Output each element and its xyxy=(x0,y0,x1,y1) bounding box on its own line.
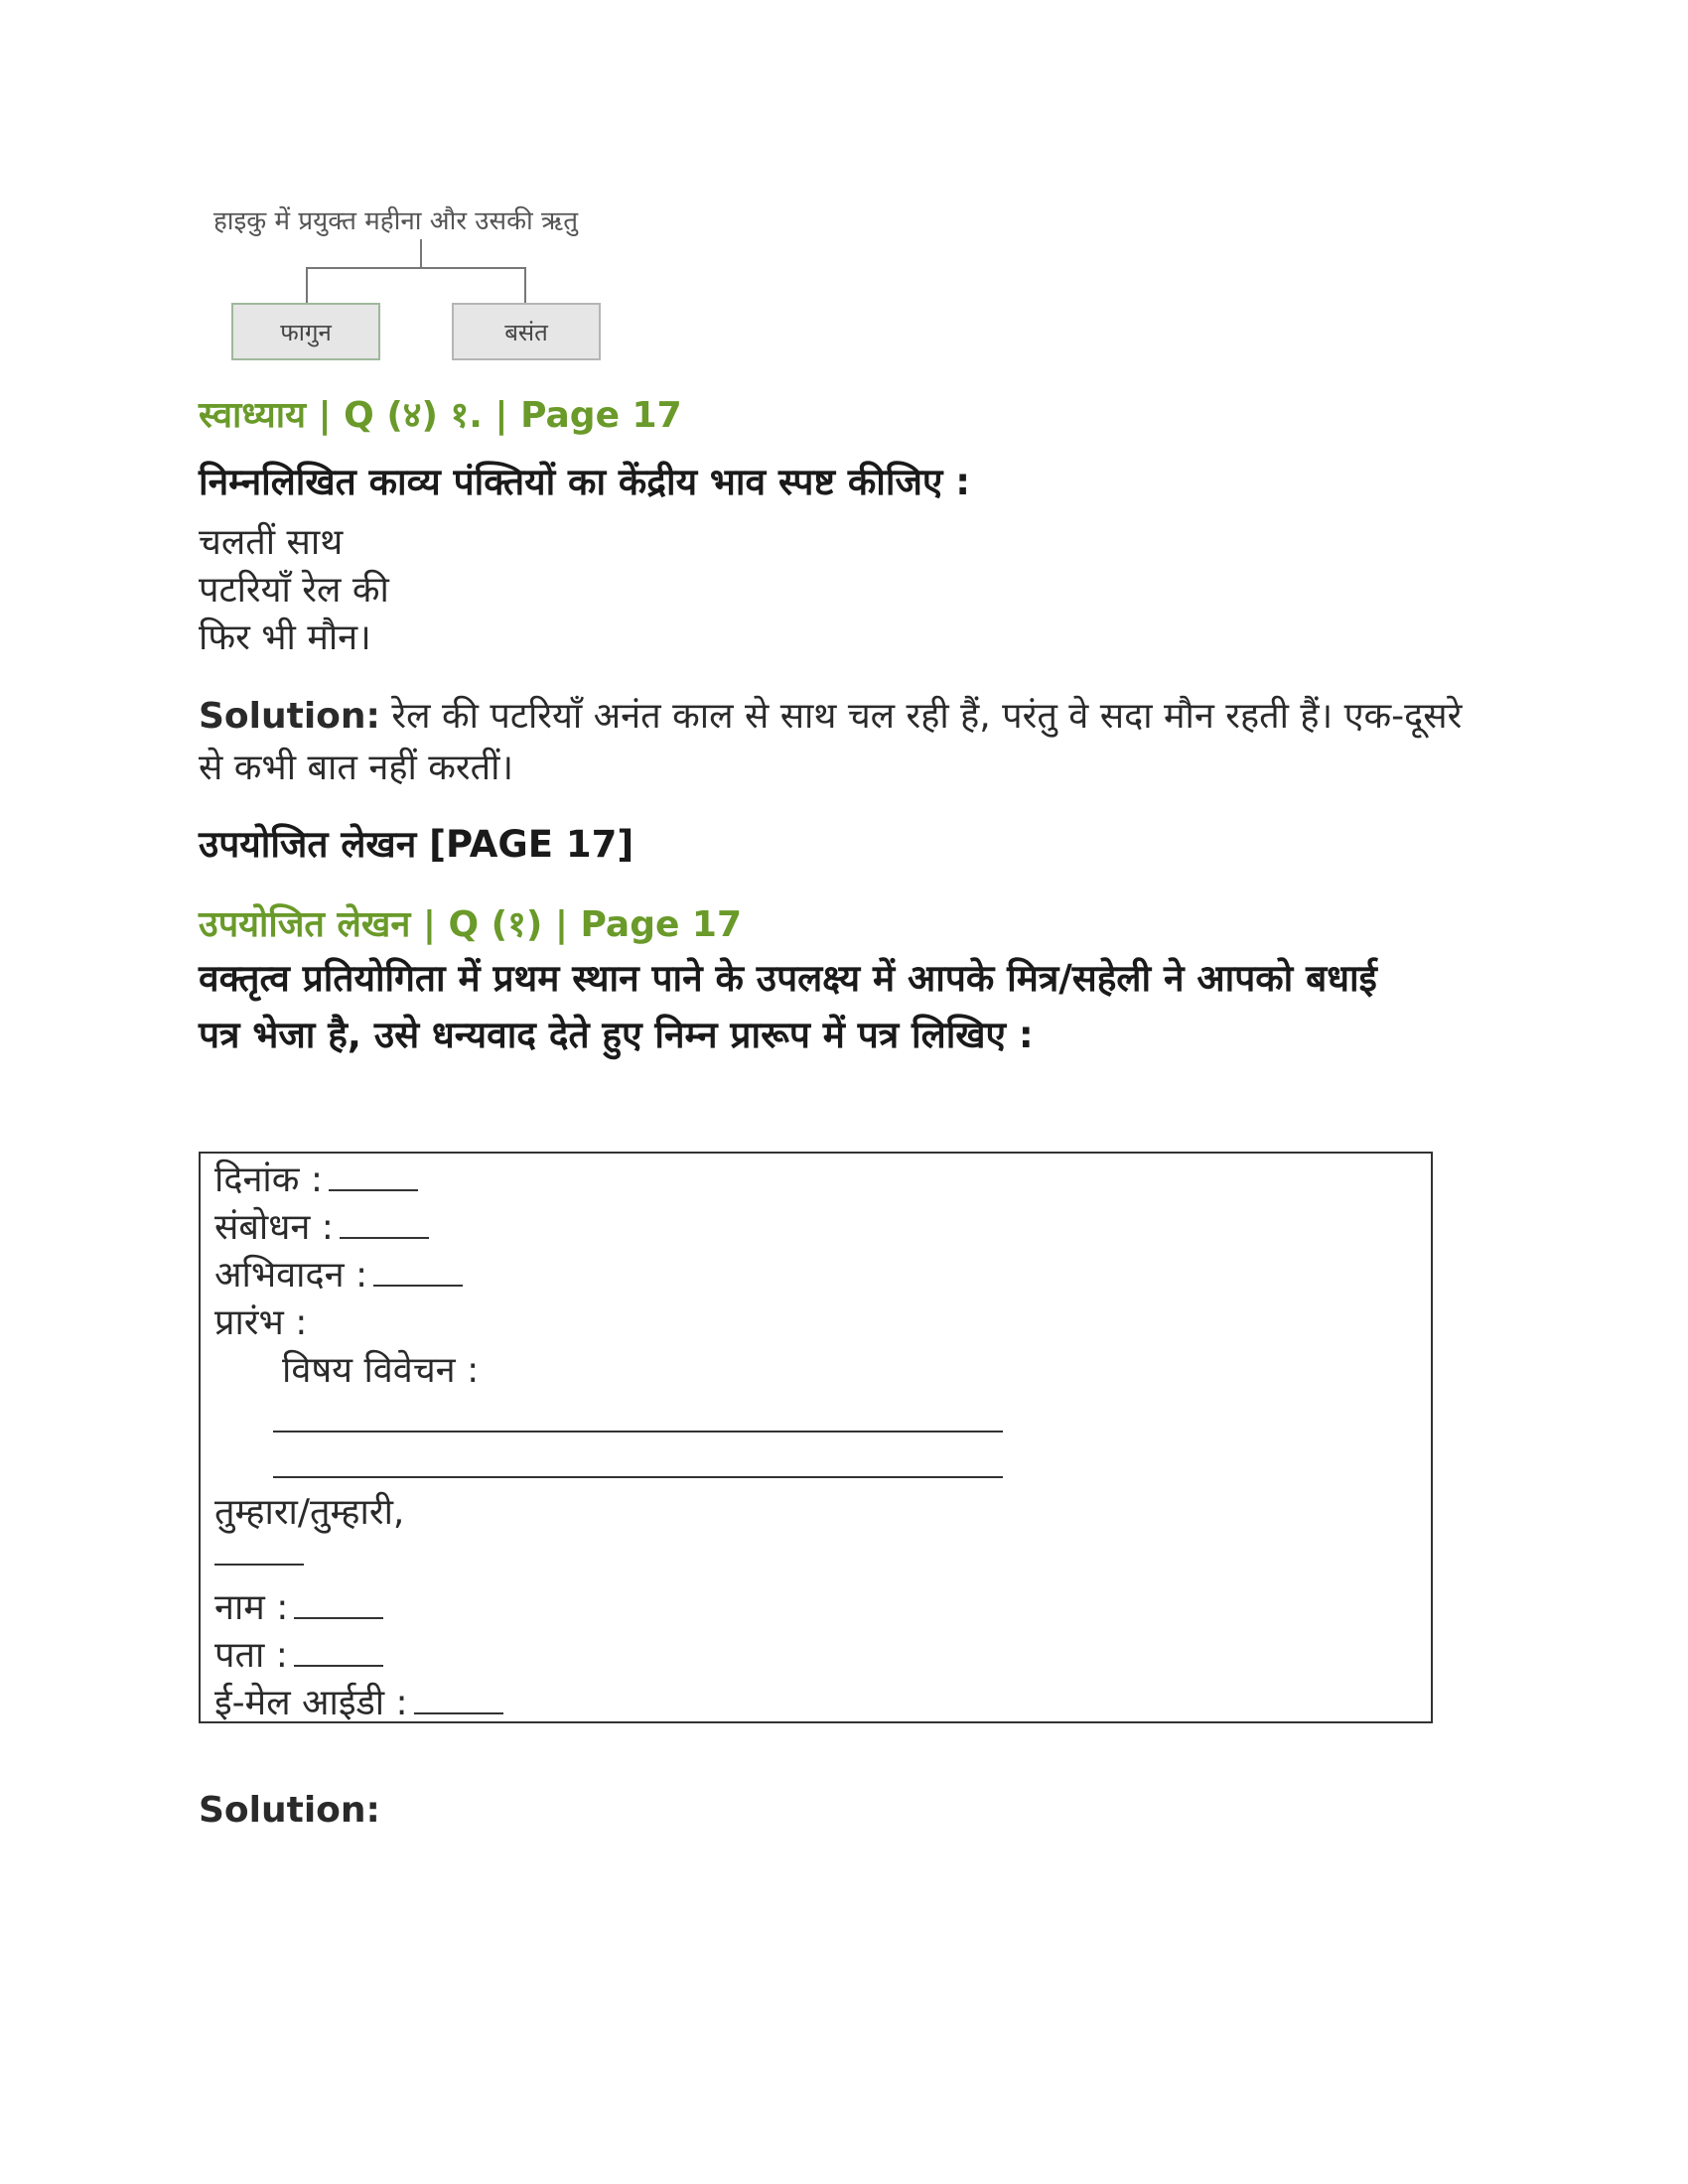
month-season-diagram xyxy=(204,194,631,367)
blank-line xyxy=(294,1587,383,1619)
letter-addr-label: पता : xyxy=(214,1635,288,1676)
body-rule-line xyxy=(273,1431,1003,1433)
letter-email-line xyxy=(214,1677,503,1725)
poem-line: चलतीं साथ xyxy=(199,522,344,563)
letter-date-label: दिनांक : xyxy=(214,1160,323,1200)
letter-address-line xyxy=(214,1201,429,1250)
letter-start-label: प्रारंभ : xyxy=(214,1302,308,1343)
solution-text: रेल की पटरियाँ अनंत काल से साथ चल रही हैं, परंतु वे सदा मौन रहती हैं। एक-दूसरे xyxy=(391,696,1463,737)
question-header: उपयोजित लेखन | Q (१) | Page 17 xyxy=(199,904,743,945)
diagram-title: हाइकु में प्रयुक्त महीना और उसकी ऋतु xyxy=(213,206,579,236)
blank-line xyxy=(340,1207,429,1239)
question-text: निम्नलिखित काव्य पंक्तियों का केंद्रीय भाव स्पष्ट कीजिए : xyxy=(199,461,971,503)
solution-label: Solution: xyxy=(199,696,380,737)
diagram-left-drop xyxy=(306,267,308,303)
question-text-continued: पत्र भेजा है, उसे धन्यवाद देते हुए निम्न प्रारूप में पत्र लिखिए : xyxy=(199,1014,1034,1056)
letter-format-box xyxy=(199,1152,1433,1723)
letter-date-line xyxy=(214,1154,418,1202)
poem-line: पटरियाँ रेल की xyxy=(199,570,389,611)
solution-paragraph xyxy=(199,693,1462,741)
diagram-stem xyxy=(420,239,422,267)
letter-address-label: संबोधन : xyxy=(214,1207,334,1248)
solution-text-continued: से कभी बात नहीं करतीं। xyxy=(199,748,514,788)
diagram-box-month: फागुन xyxy=(231,303,380,360)
blank-line xyxy=(414,1683,503,1714)
blank-line xyxy=(294,1635,383,1667)
diagram-right-drop xyxy=(524,267,526,303)
letter-signature-line xyxy=(214,1534,304,1574)
diagram-box-season: बसंत xyxy=(452,303,601,360)
letter-greeting-line xyxy=(214,1249,463,1297)
diagram-crossbar xyxy=(306,267,526,269)
body-rule-line xyxy=(273,1476,1003,1478)
letter-closing-label: तुम्हारा/तुम्हारी, xyxy=(214,1492,405,1533)
blank-line xyxy=(329,1160,418,1191)
blank-line xyxy=(373,1255,463,1287)
letter-email-label: ई-मेल आईडी : xyxy=(214,1683,408,1723)
letter-greeting-label: अभिवादन : xyxy=(214,1255,368,1296)
letter-addr-line xyxy=(214,1629,383,1678)
poem-line: फिर भी मौन। xyxy=(199,617,371,658)
letter-name-label: नाम : xyxy=(214,1587,289,1628)
letter-subject-label: विषय विवेचन : xyxy=(282,1350,480,1391)
section-heading: उपयोजित लेखन [PAGE 17] xyxy=(199,823,634,866)
solution-label: Solution: xyxy=(199,1790,380,1831)
blank-line xyxy=(214,1534,304,1566)
question-header: स्वाध्याय | Q (४) १. | Page 17 xyxy=(199,395,682,436)
letter-name-line xyxy=(214,1581,383,1630)
question-text: वक्तृत्व प्रतियोगिता में प्रथम स्थान पाने के उपलक्ष्य में आपके मित्र/सहेली ने आपको बधाई xyxy=(199,957,1377,1000)
